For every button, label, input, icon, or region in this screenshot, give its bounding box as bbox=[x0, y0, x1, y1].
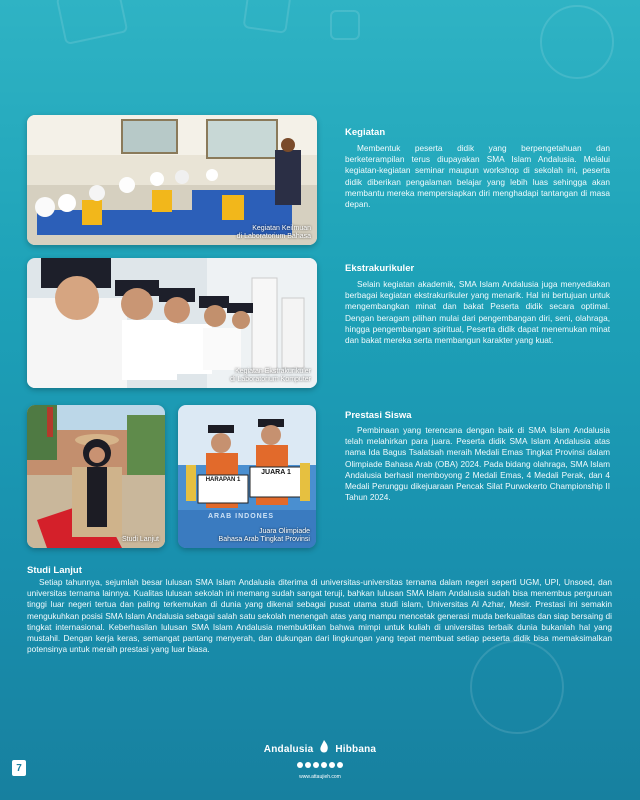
photo-caption: Studi Lanjut bbox=[122, 536, 159, 543]
page-number: 7 bbox=[12, 760, 26, 776]
bg-decoration bbox=[56, 0, 129, 45]
photo-caption: Kegiatan Ekstrakurikuler di Laboratorium Komputer bbox=[230, 368, 311, 383]
photo-studi-lanjut bbox=[27, 405, 165, 548]
bg-decoration bbox=[243, 0, 292, 34]
section-body-studi-lanjut: Setiap tahunnya, sejumlah besar lulusan SMA Islam Andalusia diterima di universitas-universitas ternama dalam negeri seperti UGM, UPI, Unsoed, dan universitas ternama lainnya. Kualitas lulusan sekolah ini memang sudah sangat teruji, bahkan lulusan SMA Islam Andalusia sudah bisa menembus perguruan tinggi luar negeri tertua dan paling terkemukan di dunia yang dikenal sebagai pusat utama studi islam, Universitas Al Azhar, Mesir. Prestasi ini semakin mengukuhkan posisi SMA Islam Andalusia sebagai salah satu sekolah menengah atas yang mampu mencetak generasi muda berkualitas dan siap bersaing di tingkat internasional. Keberhasilan lulusan SMA Islam Andalusia membuktikan bahwa mimpi untuk kuliah di universitas terbaik dunia bukanlah hal yang mustahil. Dengan kerja keras, semangat pantang menyerah, dan dukungan dari lingkungan yang tepat membuat setiap peserta didik bisa memaksimalkan potensinya untuk meraih prestasi yang luar biasa. bbox=[27, 577, 612, 655]
section-title-studi-lanjut: Studi Lanjut bbox=[27, 565, 82, 576]
bg-decoration bbox=[540, 5, 614, 79]
section-title-kegiatan: Kegiatan bbox=[345, 127, 386, 138]
twitter-icon[interactable] bbox=[329, 762, 335, 768]
section-title-ekstrakurikuler: Ekstrakurikuler bbox=[345, 263, 415, 274]
section-body-kegiatan: Membentuk peserta didik yang berpengetahuan dan berketerampilan terus diupayakan SMA Islam Andalusia. Melalui kegiatan-kegiatan seminar maupun workshop di sekolah ini, peserta didik diberikan pengalaman belajar yang lebih luas sehingga akan membantu mereka mempersiapkan diri menghadapi tantangan di masa depan. bbox=[345, 143, 610, 210]
social-icons bbox=[297, 762, 343, 768]
section-body-prestasi: Pembinaan yang terencana dengan baik di SMA Islam Andalusia telah melahirkan para juara. Peserta didik SMA Islam Andalusia atas nama Ida Bagus Tsalatsah meraih Medali Emas Tingkat Provinsi dalam Olimpiade Bahasa Arab (OBA) 2024. Pada bidang olahraga, SMA Islam Andalusia berhasil memboyong 2 Medali Emas, 4 Medali Perak, dan 4 Medali Perunggu dikejuaraan Pencak Silat Purwokerto Championship II Tahun 2024. bbox=[345, 425, 610, 503]
tiktok-icon[interactable] bbox=[321, 762, 327, 768]
photo-computer-lab bbox=[27, 258, 317, 388]
youtube-icon[interactable] bbox=[313, 762, 319, 768]
photo-olimpiade bbox=[178, 405, 316, 548]
section-title-prestasi: Prestasi Siswa bbox=[345, 410, 412, 421]
brand-right: Hibbana bbox=[335, 744, 377, 755]
juara-card-text: JUARA 1 bbox=[261, 469, 291, 476]
flame-logo-icon bbox=[319, 740, 329, 754]
footer-brand bbox=[0, 740, 640, 780]
section-body-ekstrakurikuler: Selain kegiatan akademik, SMA Islam Andalusia juga menyediakan berbagai kegiatan ekstrakurikuler yang menarik. Hal ini bertujuan untuk mengembangkan minat dan bakat Peserta didik secara optimal. Dengan beragam pilihan mulai dari pengembangan diri, seni, olahraga, hingga pengembangan spiritual, Peserta didik dapat menemukan minat dan bakat mereka serta membangun karakter yang kuat. bbox=[345, 279, 610, 346]
brand-logo bbox=[0, 740, 640, 755]
photo-caption: Kegiatan Keilmuan di Laboratorium Bahasa bbox=[236, 225, 311, 240]
brand-left: Andalusia bbox=[263, 744, 314, 755]
instagram-icon[interactable] bbox=[297, 762, 303, 768]
university-student-image bbox=[27, 405, 165, 548]
banner-text: ARAB INDONES bbox=[208, 513, 275, 520]
harapan-card-text: HARAPAN 1 bbox=[205, 477, 241, 483]
bg-decoration bbox=[330, 10, 360, 40]
photo-caption: Juara Olimpiade Bahasa Arab Tingkat Provinsi bbox=[218, 528, 310, 543]
photo-language-lab bbox=[27, 115, 317, 245]
website-link[interactable]: www.attaujieh.com bbox=[299, 774, 341, 780]
facebook-icon[interactable] bbox=[305, 762, 311, 768]
whatsapp-icon[interactable] bbox=[337, 762, 343, 768]
